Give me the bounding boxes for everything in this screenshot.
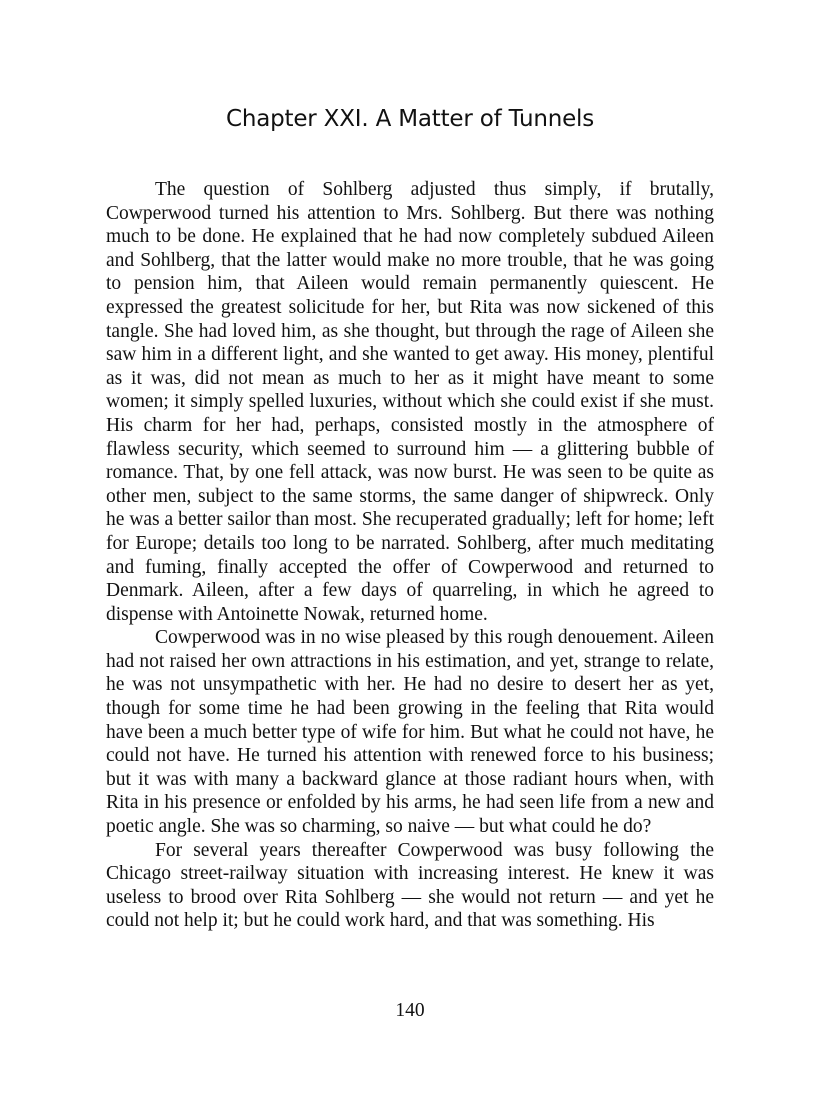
chapter-title: Chapter XXI. A Matter of Tunnels: [225, 106, 594, 132]
body-text: [106, 178, 714, 933]
paragraph-2: Cowperwood was in no wise pleased by this rough denouement. Aileen had not raised her own attractions in his estimation, and yet, strange to relate, he was not unsympathetic with her. He had no desire to desert her as yet, though for some time he had been growing in the feeling that Rita would have been a much better type of wife for him. But what he could not have, he could not have. He turned his attention with renewed force to his business; but it was with many a backward glance at those radiant hours when, with Rita in his presence or enfolded by his arms, he had seen life from a new and poetic angle. She was so charming, so naive — but what could he do?: [106, 627, 714, 838]
page-number: 140: [395, 1000, 425, 1021]
paragraph-1: The question of Sohlberg adjusted thus simply, if brutally, Cowperwood turned his attention to Mrs. Sohlberg. But there was nothing much to be done. He explained that he had now completely subdued Aileen and Sohlberg, that the latter would make no more trouble, that he was going to pension him, that Aileen would remain permanently quiescent. He expressed the greatest solicitude for her, but Rita was now sickened of this tangle. She had loved him, as she thought, but through the rage of Aileen she saw him in a different light, and she wanted to get away. His money, plentiful as it was, did not mean as much to her as it might have meant to some women; it simply spelled luxuries, without which she could exist if she must. His charm for her had, perhaps, consisted mostly in the atmosphere of flawless security, which seemed to surround him — a glittering bubble of romance. That, by one fell attack, was now burst. He was seen to be quite as other men, subject to the same storms, the same danger of shipwreck. Only he was a better sailor than most. She recuperated gradually; left for home; left for Europe; details too long to be narrated. Sohlberg, after much meditating and fuming, finally accepted the offer of Cowperwood and returned to Denmark. Aileen, after a few days of quarreling, in which he agreed to dispense with Antoinette Nowak, returned home.: [106, 179, 714, 625]
paragraph-3: For several years thereafter Cowperwood was busy following the Chicago street-railway situation with increasing interest. He knew it was useless to brood over Rita Sohlberg — she would not return — and yet he could not help it; but he could work hard, and that was something. His: [106, 839, 714, 932]
